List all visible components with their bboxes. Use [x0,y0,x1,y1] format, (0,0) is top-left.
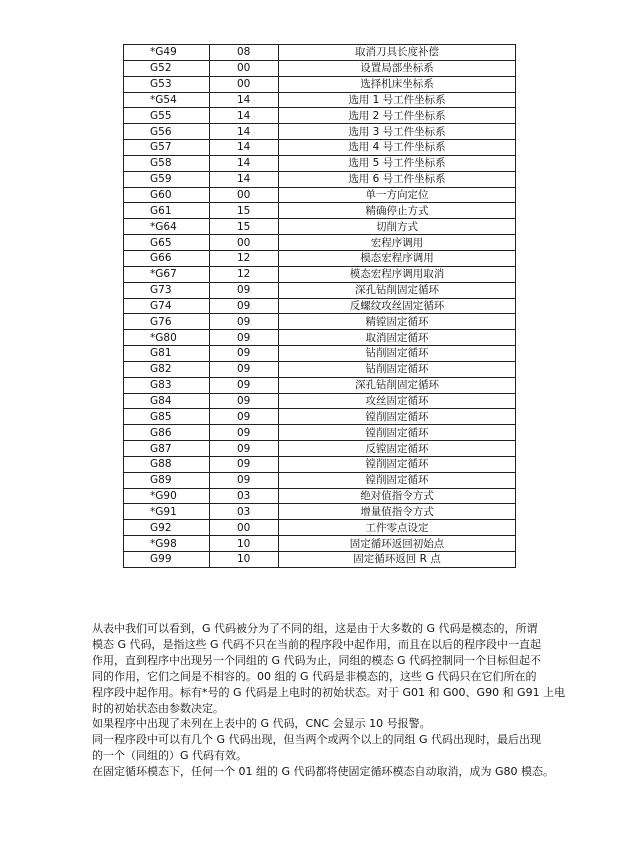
g-code-table [123,44,516,568]
function-cell: 镗削固定循环 [279,456,516,472]
g-code-cell: G81 [124,346,210,362]
group-cell: 03 [210,488,279,504]
g-code-cell: G89 [124,472,210,488]
table-row [124,187,516,203]
function-cell: 选用 6 号工件坐标系 [279,171,516,187]
table-row [124,266,516,282]
function-cell: 镗削固定循环 [279,472,516,488]
function-cell: 宏程序调用 [279,235,516,251]
group-cell: 15 [210,219,279,235]
group-cell: 14 [210,171,279,187]
g-code-cell: *G80 [124,330,210,346]
table-row [124,203,516,219]
g-code-cell: G55 [124,108,210,124]
group-cell: 09 [210,393,279,409]
table-row [124,393,516,409]
function-cell: 设置局部坐标系 [279,60,516,76]
function-cell: 深孔钻削固定循环 [279,377,516,393]
function-cell: 钻削固定循环 [279,346,516,362]
g-code-cell: G82 [124,361,210,377]
group-cell: 10 [210,552,279,568]
group-cell: 10 [210,536,279,552]
group-cell: 00 [210,235,279,251]
table-row [124,552,516,568]
function-cell: 增量值指令方式 [279,504,516,520]
table-row [124,456,516,472]
text-line: 同的作用，它们之间是不相容的。00 组的 G 代码是非模态的，这些 G 代码只在它们所在的 [92,669,537,683]
g-code-cell: G73 [124,282,210,298]
function-cell: 工件零点设定 [279,520,516,536]
table-row [124,425,516,441]
g-code-cell: G92 [124,520,210,536]
table-row [124,124,516,140]
group-cell: 09 [210,441,279,457]
g-code-cell: G84 [124,393,210,409]
table-row [124,314,516,330]
group-cell: 14 [210,140,279,156]
group-cell: 12 [210,266,279,282]
table-row [124,409,516,425]
function-cell: 镗削固定循环 [279,425,516,441]
table-row [124,298,516,314]
function-cell: 选用 1 号工件坐标系 [279,92,516,108]
group-cell: 00 [210,520,279,536]
table-row [124,45,516,61]
group-cell: 14 [210,155,279,171]
table-row [124,108,516,124]
function-cell: 绝对值指令方式 [279,488,516,504]
g-code-cell: *G49 [124,45,210,61]
function-cell: 精镗固定循环 [279,314,516,330]
group-cell: 09 [210,456,279,472]
table-row [124,520,516,536]
table-row [124,361,516,377]
g-code-cell: G52 [124,60,210,76]
function-cell: 选用 3 号工件坐标系 [279,124,516,140]
function-cell: 取消固定循环 [279,330,516,346]
g-code-cell: G86 [124,425,210,441]
group-cell: 09 [210,377,279,393]
table-row [124,76,516,92]
function-cell: 切削方式 [279,219,516,235]
function-cell: 选择机床坐标系 [279,76,516,92]
text-line: 从表中我们可以看到，G 代码被分为了不同的组，这是由于大多数的 G 代码是模态的，所谓 [92,622,538,635]
text-line: 作用，直到程序中出现另一个同组的 G 代码为止，同组的模态 G 代码控制同一个目标但起不 [92,653,542,667]
function-cell: 模态宏程序调用取消 [279,266,516,282]
function-cell: 攻丝固定循环 [279,393,516,409]
g-code-cell: G65 [124,235,210,251]
group-cell: 00 [210,187,279,203]
function-cell: 选用 2 号工件坐标系 [279,108,516,124]
g-code-cell: G99 [124,552,210,568]
function-cell: 精确停止方式 [279,203,516,219]
function-cell: 取消刀具长度补偿 [279,45,516,61]
group-cell: 09 [210,425,279,441]
g-code-cell: G56 [124,124,210,140]
g-code-cell: G57 [124,140,210,156]
group-cell: 14 [210,124,279,140]
g-code-cell: G66 [124,250,210,266]
g-code-cell: *G90 [124,488,210,504]
table-row [124,441,516,457]
function-cell: 选用 4 号工件坐标系 [279,140,516,156]
group-cell: 00 [210,76,279,92]
function-cell: 反镗固定循环 [279,441,516,457]
g-code-cell: *G98 [124,536,210,552]
text-line: 时的初始状态由参数决定。 [92,701,224,715]
group-cell: 09 [210,282,279,298]
table-row [124,377,516,393]
table-row [124,250,516,266]
group-cell: 12 [210,250,279,266]
group-cell: 00 [210,60,279,76]
table-row [124,235,516,251]
table-row [124,155,516,171]
function-cell: 单一方向定位 [279,187,516,203]
function-cell: 镗削固定循环 [279,409,516,425]
text-line: 如果程序中出现了未列在上表中的 G 代码，CNC 会显示 10 号报警。 [92,717,431,731]
g-code-cell: G74 [124,298,210,314]
table-row [124,60,516,76]
group-cell: 09 [210,346,279,362]
g-code-cell: G85 [124,409,210,425]
g-code-cell: G61 [124,203,210,219]
function-cell: 模态宏程序调用 [279,250,516,266]
function-cell: 固定循环返回 R 点 [279,552,516,568]
group-cell: 09 [210,314,279,330]
table-row [124,171,516,187]
group-cell: 09 [210,361,279,377]
table-row [124,219,516,235]
group-cell: 09 [210,472,279,488]
function-cell: 固定循环返回初始点 [279,536,516,552]
table-row [124,346,516,362]
group-cell: 09 [210,330,279,346]
group-cell: 15 [210,203,279,219]
function-cell: 深孔钻削固定循环 [279,282,516,298]
function-cell: 反螺纹攻丝固定循环 [279,298,516,314]
g-code-cell: *G64 [124,219,210,235]
g-code-cell: *G67 [124,266,210,282]
g-code-cell: G58 [124,155,210,171]
g-code-cell: *G54 [124,92,210,108]
table-row [124,330,516,346]
function-cell: 钻削固定循环 [279,361,516,377]
group-cell: 14 [210,92,279,108]
g-code-cell: G88 [124,456,210,472]
function-cell: 选用 5 号工件坐标系 [279,155,516,171]
group-cell: 08 [210,45,279,61]
group-cell: 03 [210,504,279,520]
group-cell: 14 [210,108,279,124]
text-line: 在固定循环模态下，任何一个 01 组的 G 代码都将使固定循环模态自动取消，成为 G80 模态。 [92,765,555,779]
table-row [124,140,516,156]
g-code-cell: G53 [124,76,210,92]
g-code-cell: G59 [124,171,210,187]
g-code-table-body [124,45,516,568]
table-row [124,504,516,520]
g-code-cell: G60 [124,187,210,203]
group-cell: 09 [210,409,279,425]
text-line: 模态 G 代码，是指这些 G 代码不只在当前的程序段中起作用，而且在以后的程序段中一直起 [92,637,542,651]
table-row [124,282,516,298]
table-row [124,536,516,552]
g-code-cell: G87 [124,441,210,457]
text-line: 程序段中起作用。标有*号的 G 代码是上电时的初始状态。对于 G01 和 G00、G90 和 G91 上电 [92,685,566,699]
explanation-text [92,621,566,780]
g-code-cell: *G91 [124,504,210,520]
table-row [124,488,516,504]
g-code-cell: G83 [124,377,210,393]
g-code-cell: G76 [124,314,210,330]
table-row [124,92,516,108]
text-line: 同一程序段中可以有几个 G 代码出现，但当两个或两个以上的同组 G 代码出现时，最后出现 [92,733,542,747]
table-row [124,472,516,488]
group-cell: 09 [210,298,279,314]
text-line: 的一个（同组的）G 代码有效。 [92,749,248,763]
